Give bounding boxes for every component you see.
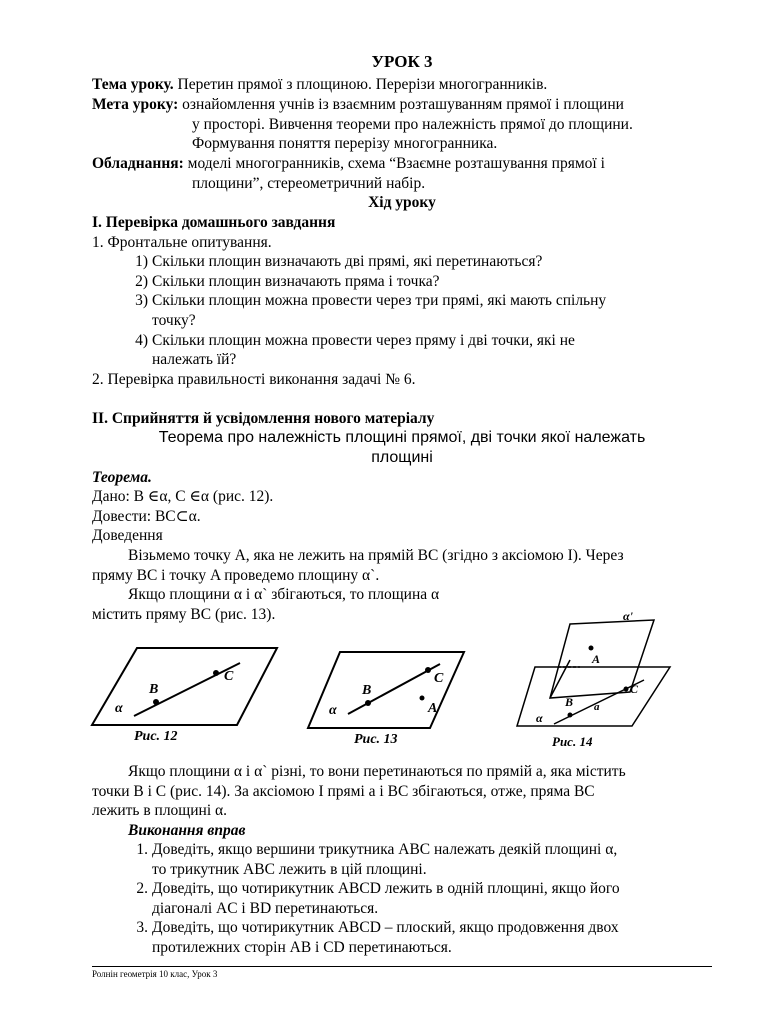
goal-row [92,95,712,115]
point-c [624,687,629,692]
label-c: C [224,669,234,684]
label-b: B [362,683,372,698]
given-text: Дано: B ∈α, C ∈α (рис. 12). [92,488,274,505]
goal-line-1: ознайомлення учнів із взаємним розташуванням прямої і площини [182,96,624,113]
figure-14 [517,609,670,749]
point-a [589,646,594,651]
point-c [213,670,219,676]
label-c: C [434,671,444,686]
label-alpha: α [115,701,123,716]
equipment-line-2: площини”, стереометричний набір. [192,175,426,192]
topic-label: Тема уроку. [92,76,174,93]
point-b [568,713,573,718]
label-a-point: A [592,652,601,666]
label-alpha-prime: α' [623,609,633,623]
exercise-num: 2. [136,880,148,897]
label-b: B [565,695,574,709]
question-text-cont: точку? [152,312,196,329]
exercise-num: 3. [136,919,148,936]
exercise-num: 1. [136,841,148,858]
question-num: 3) [135,292,148,309]
footer-text: Ролнін геометрія 10 клас, Урок 3 [92,969,218,979]
question-text: Скільки площин можна провести через пряму і дві точки, які не [152,332,575,349]
label-a: A [428,701,438,716]
topic-text: Перетин прямої з площиною. Перерізи многогранників. [177,76,548,93]
label-alpha: α [536,711,543,725]
question-num: 2) [135,273,148,290]
figure-13 [308,652,464,747]
equipment-label: Обладнання: [92,155,184,172]
point-c [425,667,431,673]
question-text: Скільки площин визначають дві прямі, які перетинаються? [152,253,543,270]
proof-line-4: містить пряму BC (рис. 13). [92,606,276,623]
prove-text: Довести: BC⊂α. [92,508,201,525]
question-num: 1) [135,253,148,270]
after-fig-line-2: точки B і C (рис. 14). За аксіомою I прямі а і BC збігаються, отже, пряма BC [92,783,595,800]
plane-edge [550,660,570,698]
topic-row [92,75,712,95]
label-c: C [630,682,639,696]
exercise-text: Доведіть, що чотирикутник ABCD – плоский, якщо продовження двох [152,919,619,936]
exercise-text-cont: діагоналі AC і BD перетинаються. [152,900,379,917]
plane-alpha-prime [550,620,654,698]
section1-item2: 2. Перевірка правильності виконання задачі № 6. [92,371,416,388]
section1-heading: I. Перевірка домашнього завдання [92,214,336,231]
figure-12 [92,648,277,744]
after-fig-line-1: Якщо площини α і α` різні, то вони перетинаються по прямій а, яка містить [128,763,626,780]
goal-label: Мета уроку: [92,96,179,113]
exercise-text-cont: протилежних сторін AB і CD перетинаються. [152,939,452,956]
caption-12: Рис. 12 [134,729,178,744]
section1-item1: 1. Фронтальне опитування. [92,234,272,251]
theorem-title-line-1: Теорема про належність площині прямої, дві точки якої належать [158,429,646,446]
label-a-line: a [594,701,600,713]
proof-line-3: Якщо площини α і α` збігаються, то площина α [128,586,440,603]
question-text-cont: належать їй? [152,351,237,368]
section2-heading: II. Сприйняття й усвідомлення нового матеріалу [92,410,435,427]
lesson-title: УРОК 3 [371,52,433,71]
footer-divider [92,966,712,967]
question-num: 4) [135,332,148,349]
exercise-text: Доведіть, якщо вершини трикутника ABC належать деякій площині α, [152,841,618,858]
theorem-label: Теорема. [92,469,152,486]
caption-13: Рис. 13 [354,732,398,747]
point-a [420,696,425,701]
proof-label: Доведення [92,527,163,544]
theorem-title-line-2: площині [371,449,433,466]
equipment-row [92,154,712,174]
goal-line-3: Формування поняття перерізу многогранника. [192,135,498,152]
caption-14: Рис. 14 [552,734,593,749]
proof-line-1: Візьмемо точку A, яка не лежить на прямій BC (згідно з аксіомою I). Через [128,547,624,564]
exercise-text: Доведіть, що чотирикутник ABCD лежить в одній площині, якщо його [152,880,620,897]
label-alpha: α [329,703,337,718]
point-b [153,699,159,705]
label-b: B [149,682,159,697]
exercises-label: Виконання вправ [128,822,246,839]
exercise-text-cont: то трикутник ABC лежить в цій площині. [152,861,427,878]
proof-line-2: пряму BC і точку A проведемо площину α`. [92,567,380,584]
course-title: Хід уроку [368,194,436,211]
goal-line-2: у просторі. Вивчення теореми про належність прямої до площини. [192,116,633,133]
equipment-line-1: моделі многогранників, схема “Взаємне розташування прямої і [187,155,605,172]
question-text: Скільки площин визначають пряма і точка? [152,273,440,290]
point-b [365,700,371,706]
after-fig-line-3: лежить в площині α. [92,802,228,819]
question-text: Скільки площин можна провести через три прямі, які мають спільну [152,292,607,309]
